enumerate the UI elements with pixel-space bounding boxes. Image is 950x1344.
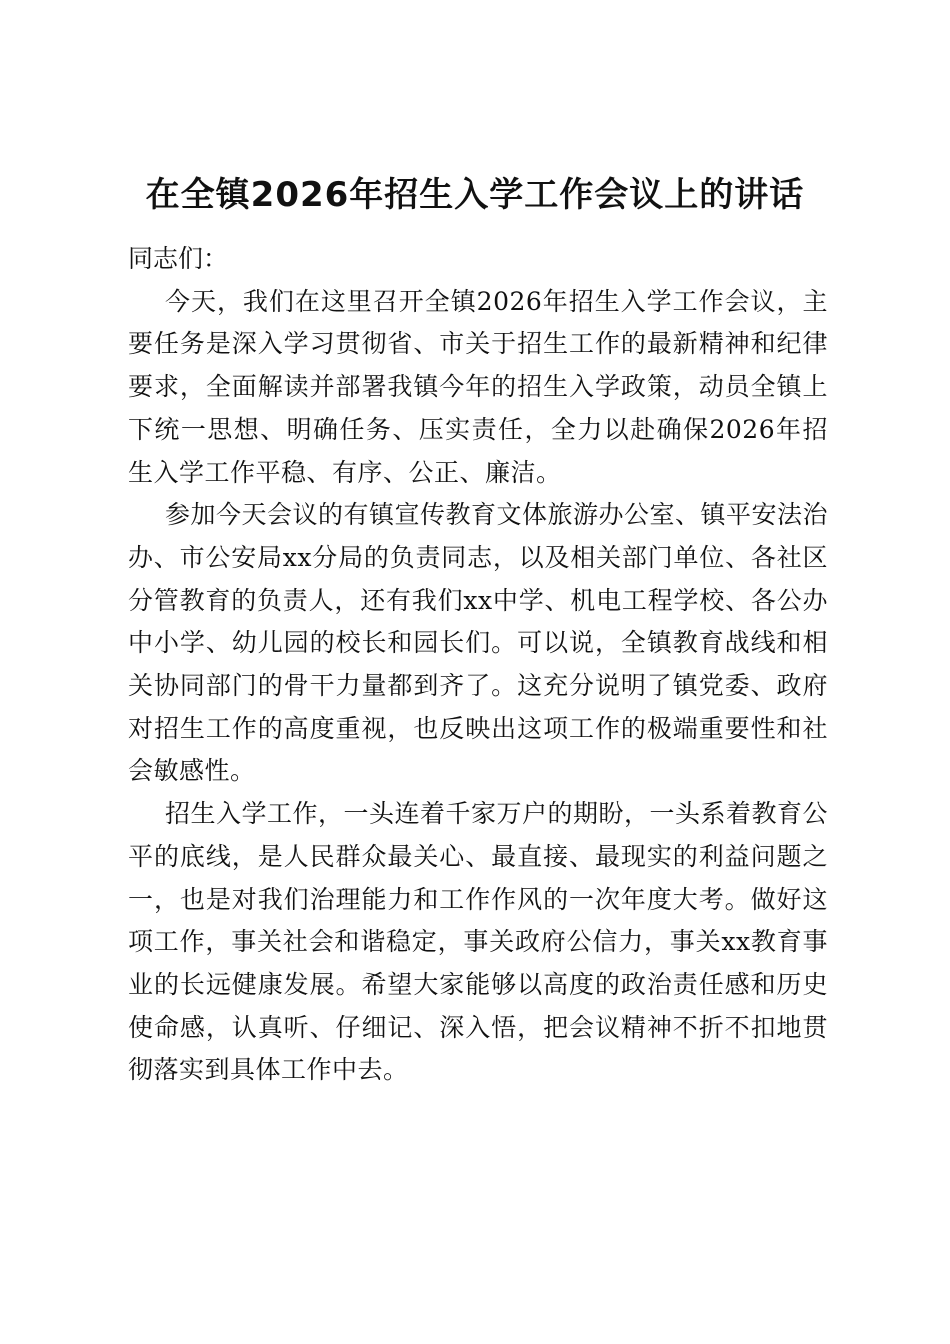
- paragraph-1: 今天，我们在这里召开全镇2026年招生入学工作会议，主要任务是深入学习贯彻省、市关于招生工作的最新精神和纪律要求，全面解读并部署我镇今年的招生入学政策，动员全镇上下统一思想、明确任务、压实责任，全力以赴确保2026年招生入学工作平稳、有序、公正、廉洁。: [128, 286, 828, 487]
- paragraph-2: 参加今天会议的有镇宣传教育文体旅游办公室、镇平安法治办、市公安局xx分局的负责同志，以及相关部门单位、各社区分管教育的负责人，还有我们xx中学、机电工程学校、各公办中小学、幼儿园的校长和园长们。可以说，全镇教育战线和相关协同部门的骨干力量都到齐了。这充分说明了镇党委、政府对招生工作的高度重视，也反映出这项工作的极端重要性和社会敏感性。: [128, 500, 829, 786]
- document-body: [128, 238, 828, 1092]
- salutation: 同志们：: [128, 244, 229, 273]
- document-title: 在全镇2026年招生入学工作会议上的讲话: [145, 175, 805, 215]
- paragraph-3: 招生入学工作，一头连着千家万户的期盼，一头系着教育公平的底线，是人民群众最关心、最直接、最现实的利益问题之一，也是对我们治理能力和工作作风的一次年度大考。做好这项工作，事关社会和谐稳定，事关政府公信力，事关xx教育事业的长远健康发展。希望大家能够以高度的政治责任感和历史使命感，认真听、仔细记、深入悟，把会议精神不折不扣地贯彻落实到具体工作中去。: [128, 799, 829, 1085]
